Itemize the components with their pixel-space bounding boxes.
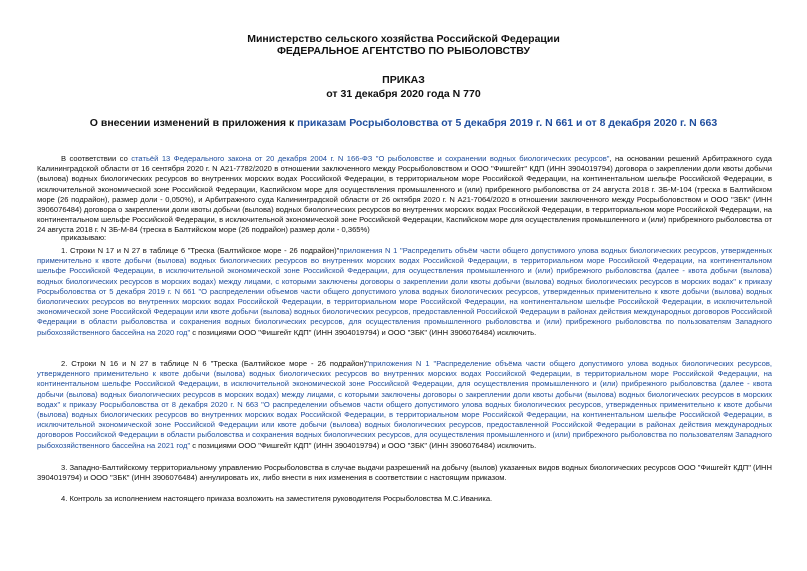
law-link[interactable]: статьёй 13 Федерального закона от 20 декабря 2004 г. N 166-ФЗ "О рыболовстве и сохранении водных биологических ресурсов" [131,154,610,163]
item-2-text-b: с позициями ООО "Фишгейт КДП" (ИНН 3904019794) и ООО "ЗБК" (ИНН 3906076484) исключить. [190,440,537,450]
item-2-text-a: 2. Строки N 16 и N 27 в таблице N 6 "Треска (Балтийское море - 26 подрайон)" [61,359,369,368]
item-2-paragraph [37,359,772,451]
title-link[interactable]: приказам Росрыболовства от 5 декабря 2019 г. N 661 и от 8 декабря 2020 г. N 663 [297,117,718,129]
item-3-paragraph: 3. Западно-Балтийскому территориальному управлению Росрыболовства в случае выдачи разрешений на добычу (вылов) указанных видов водных биологических ресурсов ООО "Фишгейт КДП" (ИНН 3904019794) и ООО "ЗБК" (ИНН 3906076484) аннулировать их, либо внести в них изменения в соответствии с настоящим приказом. [37,463,772,483]
order-word: приказываю: [61,233,107,242]
date-number: от 31 декабря 2020 года N 770 [326,88,481,100]
item-1-text-b: с позициями ООО "Фишгейт КДП" (ИНН 3904019794) и ООО "ЗБК" (ИНН 3906076484) исключить. [190,327,537,337]
ministry-heading: Министерство сельского хозяйства Российской Федерации [247,33,560,45]
document-title [0,117,807,129]
item-4-paragraph: 4. Контроль за исполнением настоящего приказа возложить на заместителя руководителя Росрыболовства М.С.Иваника. [61,494,493,503]
preamble-paragraph [37,154,772,236]
agency-heading: ФЕДЕРАЛЬНОЕ АГЕНТСТВО ПО РЫБОЛОВСТВУ [276,45,531,57]
title-prefix: О внесении изменений в приложения к [89,117,298,129]
doc-type-heading: ПРИКАЗ [382,74,425,86]
preamble-text-b: , на основании решений Арбитражного суда Калининградской области от 16 сентября 2020 г. N А21-7782/2020 в отношении заключенного между Росрыболовством и ООО "Фишгейт" КДП (ИНН 3904019794) договора о закреплении доли квоты добычи (вылова) водных биологических ресурсов во внутренних морских водах Российской Федерации, в территориальном море Российской Федерации, на континентальном шельфе Российской Федерации, в исключительной экономической зоне Российской Федерации, Каспийском море для осуществления промышленного и (или) прибрежного рыболовства от 24 августа 2018 г. ЗБ-М-104 (треска в Балтийском море (26 подрайон), размер доли - 0,050%), и Арбитражного суда Калининградской области от 26 октября 2020 г. N А21-7064/2020 в отношении заключенного между Росрыболовством и ООО "ЗБК" (ИНН 3906076484) договора о закреплении доли квоты добычи (вылова) водных биологических ресурсов во внутренних морских водах Российской Федерации, в территориальном море Российской Федерации, на континентальном шельфе Российской Федерации, в исключительной экономической зоне Российской Федерации, Каспийском море для осуществления промышленного и (или) прибрежного рыболовства от 24 августа 2018 г. N ЗБ-М-84 (треска в Балтийском море (26 подрайон) размер доли - 0,365%) [37,154,772,235]
item-1-text-a: 1. Строки N 17 и N 27 в таблице 6 "Треска (Балтийское море - 26 подрайон)" [61,246,340,255]
preamble-text-a: В соответствии со [61,154,132,163]
item-2-link[interactable]: приложения N 1 "Распределение объёма части общего допустимого улова водных биологических ресурсов, утвержденного применительно к квоте добычи (вылова) водных биологических ресурсов во внутренних морских водах Российской Федерации, в территориальном море Российской Федерации, на континентальном шельфе Российской Федерации, в исключительной экономической зоне Российской Федерации, для осуществления промышленного и (или) прибрежного рыболовства (далее - квота добычи (вылова) водных биологических ресурсов в морских водах) между лицами, с которыми заключены договоры о закреплении доли квоты добычи (вылова) водных биологических ресурсов в морских водах" к приказу Росрыболовства от 8 декабря 2020 г. N 663 "О распределении объемов части общего допустимого улова водных биологических ресурсов, утвержденных применительно к квоте добычи (вылова) водных биологических ресурсов во внутренних морских водах Российской Федерации, в территориальном море Российской Федерации, на континентальном шельфе Российской Федерации, в исключительной экономической зоне Российской Федерации или квоте добычи (вылова) водных биологических ресурсов, предоставленной Российской Федерации в районах действия международных договоров Российской Федерации в области рыболовства и сохранения водных биологических ресурсов, для осуществления промышленного и (или) прибрежного рыболовства по пользователям Западного рыбохозяйственного бассейна на 2021 год" [37,359,772,450]
item-1-link[interactable]: приложения N 1 "Распределить объём части общего допустимого улова водных биологических ресурсов, утвержденных применительно к квоте добычи (вылова) водных биологических ресурсов во внутренних морских водах Российской Федерации, в территориальном море Российской Федерации, на континентальном шельфе Российской Федерации, в исключительной экономической зоне Российской Федерации, для осуществления промышленного и (или) прибрежного рыболовства (далее - квота добычи (вылова) водных биологических ресурсов в морских водах) между лицами, с которыми заключены договоры о закреплении доли квоты добычи (вылова) водных биологических ресурсов в морских водах" к приказу Росрыболовства от 5 декабря 2019 г. N 661 "О распределении объемов части общего допустимого улова водных биологических ресурсов, утвержденных применительно к квоте добычи (вылова) водных биологических ресурсов во внутренних морских водах Российской Федерации, в территориальном море Российской Федерации, на континентальном шельфе Российской Федерации, в исключительной экономической зоне Российской Федерации или квоте добычи (вылова) водных биологических ресурсов, предоставленной Российской Федерации в районах действия международных договоров Российской Федерации в области рыболовства и сохранения водных биологических ресурсов, для осуществления промышленного рыболовства и (или) прибрежного рыболовства по пользователям Западного рыбохозяйственного бассейна на 2020 год" [37,246,772,337]
item-1-paragraph [37,246,772,338]
